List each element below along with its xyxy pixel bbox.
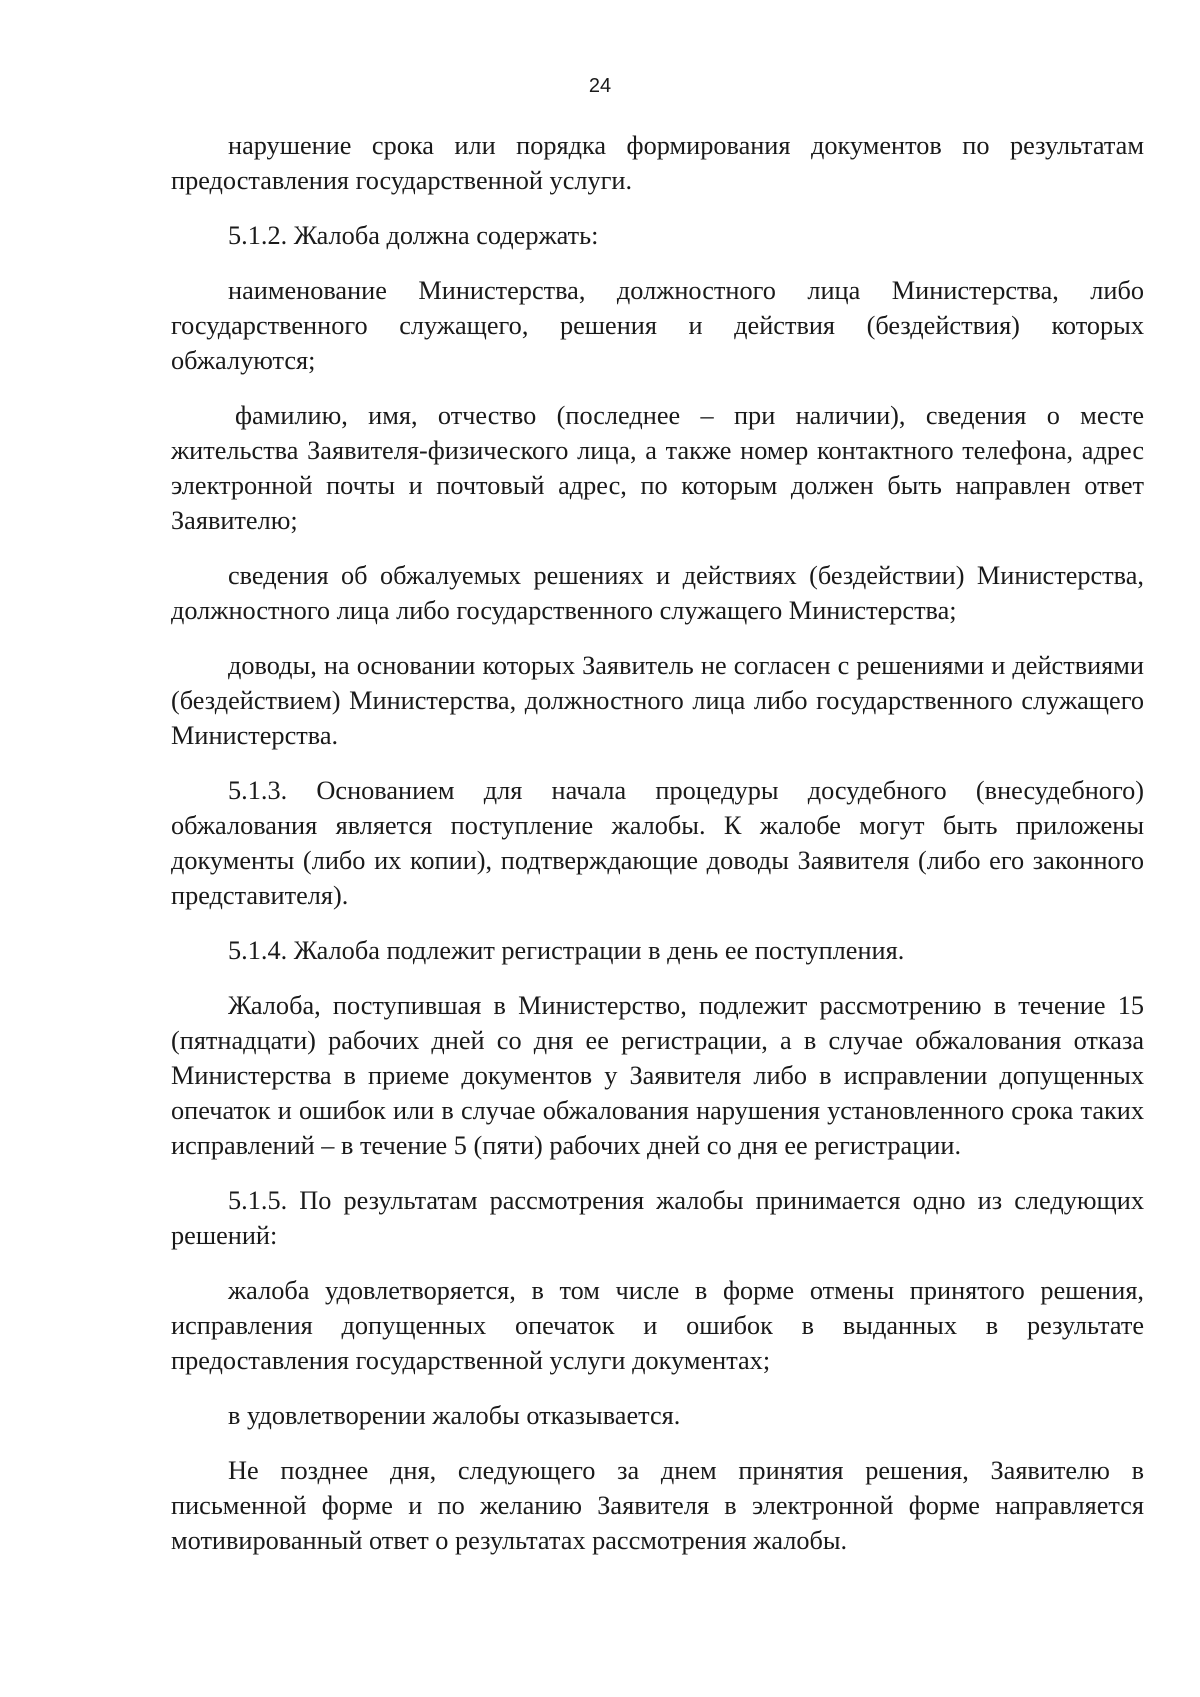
paragraph-12: в удовлетворении жалобы отказывается. [228, 1401, 681, 1430]
page-number: 24 [588, 75, 612, 97]
paragraph-7: 5.1.3. Основанием для начала процедуры досудебного (внесудебного) обжалования является поступление жалобы. К жалобе могут быть приложены документы (либо их копии), подтверждающие доводы Заявителя (либо его законного представителя). [171, 776, 1144, 910]
document-body [171, 128, 1144, 1578]
paragraph-6: доводы, на основании которых Заявитель не согласен с решениями и действиями (бездействием) Министерства, должностного лица либо государственного служащего Министерства. [171, 651, 1144, 750]
paragraph-8: 5.1.4. Жалоба подлежит регистрации в день ее поступления. [228, 936, 905, 965]
paragraph-10: 5.1.5. По результатам рассмотрения жалобы принимается одно из следующих решений: [171, 1186, 1144, 1250]
paragraph-9: Жалоба, поступившая в Министерство, подлежит рассмотрению в течение 15 (пятнадцати) рабочих дней со дня ее регистрации, а в случае обжалования отказа Министерства в приеме документов у Заявителя либо в исправлении допущенных опечаток и ошибок или в случае обжалования нарушения установленного срока таких исправлений – в течение 5 (пяти) рабочих дней со дня ее регистрации. [171, 991, 1144, 1160]
paragraph-2: 5.1.2. Жалоба должна содержать: [228, 221, 599, 250]
paragraph-3: наименование Министерства, должностного лица Министерства, либо государственного служащего, решения и действия (бездействия) которых обжалуются; [171, 276, 1144, 375]
paragraph-5: сведения об обжалуемых решениях и действиях (бездействии) Министерства, должностного лица либо государственного служащего Министерства; [171, 561, 1144, 625]
paragraph-4: фамилию, имя, отчество (последнее – при наличии), сведения о месте жительства Заявителя-физического лица, а также номер контактного телефона, адрес электронной почты и почтовый адрес, по которым должен быть направлен ответ Заявителю; [171, 401, 1144, 535]
paragraph-1: нарушение срока или порядка формирования документов по результатам предоставления государственной услуги. [171, 131, 1144, 195]
paragraph-11: жалоба удовлетворяется, в том числе в форме отмены принятого решения, исправления допущенных опечаток и ошибок в выданных в результате предоставления государственной услуги документах; [171, 1276, 1144, 1375]
paragraph-13: Не позднее дня, следующего за днем принятия решения, Заявителю в письменной форме и по желанию Заявителя в электронной форме направляется мотивированный ответ о результатах рассмотрения жалобы. [171, 1456, 1144, 1555]
